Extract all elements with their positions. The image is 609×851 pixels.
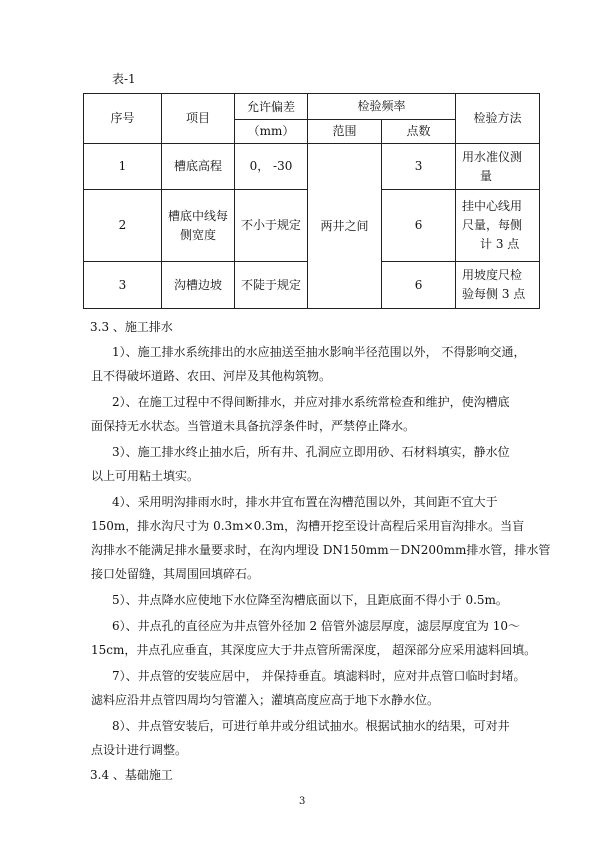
row-seq: 1 (84, 144, 162, 190)
header-points: 点数 (382, 120, 456, 144)
row-seq: 3 (84, 262, 162, 309)
row-points: 6 (382, 262, 456, 309)
table-row (84, 144, 540, 190)
inspection-table (83, 93, 540, 309)
paragraph-line: 点设计进行调整。 (91, 743, 188, 757)
paragraph-line: 8）、井点管安装后，可进行单井或分组试抽水。根据试抽水的结果，可对井 (112, 719, 510, 733)
row-method: 挂中心线用 尺量，每侧 计 3 点 (456, 190, 540, 262)
row-tolerance: 0， -30 (235, 144, 308, 190)
paragraph-line: 且不得破坏道路、农田、河岸及其他构筑物。 (91, 369, 332, 383)
row-method: 用坡度尺检 验每侧 3 点 (456, 262, 540, 309)
paragraph-line: 15cm，井点孔应垂直，其深度应大于井点管所需深度， 超深部分应采用滤料回填。 (91, 643, 537, 657)
row-method: 用水准仪测 量 (456, 144, 540, 190)
paragraph-line: 面保持无水状态。当管道未具备抗浮条件时，严禁停止降水。 (91, 419, 416, 433)
row-tolerance: 不小于规定 (235, 190, 308, 262)
header-frequency: 检验频率 (308, 94, 456, 120)
row-points: 6 (382, 190, 456, 262)
paragraph-line: 150m，排水沟尺寸为 0.3m×0.3m，沟槽开挖至设计高程后采用盲沟排水。当盲 (91, 519, 525, 533)
row-item: 槽底中线每 侧宽度 (162, 190, 235, 262)
row-item: 沟槽边坡 (162, 262, 235, 309)
row-tolerance: 不陡于规定 (235, 262, 308, 309)
section-heading-3-4: 3.4 、基础施工 (90, 768, 173, 782)
paragraph-line: 4）、采用明沟排雨水时，排水井宜布置在沟槽范围以外，其间距不宜大于 (112, 495, 498, 509)
paragraph-line: 7）、井点管的安装应居中， 并保持垂直。填滤料时，应对井点管口临时封堵。 (112, 669, 526, 683)
header-method: 检验方法 (456, 94, 540, 144)
header-seq: 序号 (84, 94, 162, 144)
table-caption: 表-1 (112, 72, 136, 86)
row-points: 3 (382, 144, 456, 190)
paragraph-line: 3）、施工排水终止抽水后，所有井、孔洞应立即用砂、石材料填实，静水位 (112, 445, 510, 459)
row-seq: 2 (84, 190, 162, 262)
paragraph-line: 接口处留缝，其周围回填碎石。 (91, 567, 260, 581)
header-tolerance-unit: （mm） (235, 120, 308, 144)
paragraph-line: 5）、井点降水应使地下水位降至沟槽底面以下，且距底面不得小于 0.5m。 (112, 593, 508, 607)
header-tolerance-title: 允许偏差 (235, 94, 308, 120)
header-range: 范围 (308, 120, 382, 144)
paragraph-line: 6）、井点孔的直径应为井点管外径加 2 倍管外滤层厚度，滤层厚度宜为 10～ (112, 619, 520, 633)
paragraph-line: 滤料应沿井点管四周均匀管灌入；灌填高度应高于地下水静水位。 (91, 693, 440, 707)
row-range: 两井之间 (308, 144, 382, 309)
paragraph-line: 沟排水不能满足排水量要求时，在沟内埋设 DN150mm－DN200mm排水管，排水管 (91, 543, 551, 557)
header-item: 项目 (162, 94, 235, 144)
section-heading-3-3: 3.3 、施工排水 (90, 320, 173, 334)
row-item: 槽底高程 (162, 144, 235, 190)
page-number: 3 (299, 796, 306, 807)
paragraph-line: 以上可用粘土填实。 (91, 469, 200, 483)
paragraph-line: 2）、在施工过程中不得间断排水，并应对排水系统常检查和维护，使沟槽底 (112, 395, 510, 409)
paragraph-line: 1）、施工排水系统排出的水应抽送至抽水影响半径范围以外， 不得影响交通， (112, 345, 526, 359)
